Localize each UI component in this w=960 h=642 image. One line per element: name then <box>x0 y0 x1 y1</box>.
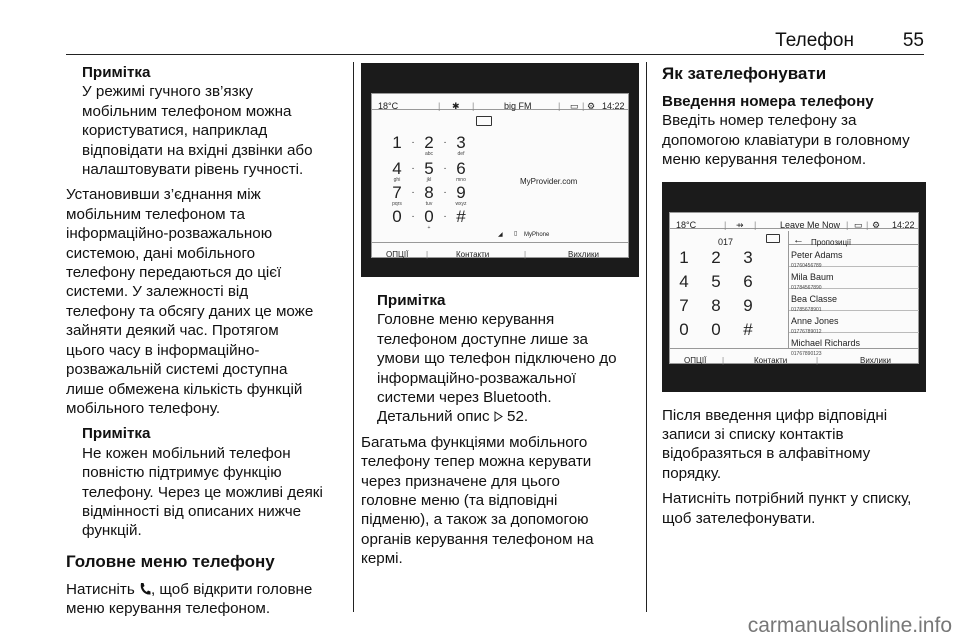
text-line: телефону тепер можна керувати <box>361 453 592 471</box>
note-speakerphone <box>66 63 346 179</box>
key-separator: · <box>411 137 415 148</box>
contact-name: Mila Baum <box>791 271 834 282</box>
suggestions-header <box>789 231 919 245</box>
contacts-button[interactable]: Контакти <box>754 355 788 365</box>
text-line: системою, дані мобільного <box>66 244 256 262</box>
clock: 14:22 <box>602 101 625 111</box>
subsection-heading: Введення номера телефону <box>662 93 874 110</box>
key-9[interactable]: 9 <box>456 183 466 202</box>
text-line: Установивши з’єднання між <box>66 186 261 204</box>
backspace-icon[interactable] <box>766 234 780 243</box>
provider-name: MyProvider.com <box>520 177 578 186</box>
key-sub-label: ghi <box>393 177 401 183</box>
key-2[interactable]: 2 <box>424 133 434 152</box>
key-6[interactable]: 6 <box>456 159 466 178</box>
suggestions-title: Пропозиції <box>811 237 852 247</box>
paragraph-suggestions <box>662 406 928 484</box>
separator: | <box>524 250 527 259</box>
text-line: органів керування телефоном на <box>361 530 594 548</box>
key-8[interactable]: 8 <box>424 183 434 202</box>
track-name: Leave Me Now <box>780 219 841 230</box>
text-line: щоб зателефонувати. <box>662 509 816 527</box>
separator: | <box>438 101 441 111</box>
paragraph-functions <box>361 433 639 569</box>
text-line: цього часу в інформаційно- <box>66 341 260 359</box>
screenshot-phone-main-menu <box>361 63 639 277</box>
key-sub-label: jkl <box>426 177 432 183</box>
page-number: 55 <box>902 30 924 51</box>
text-fragment: Детальний опис <box>377 408 490 426</box>
contact-name: Michael Richards <box>791 337 861 348</box>
key-7[interactable]: 7 <box>679 295 689 315</box>
phone-small-icon: ▯ <box>514 231 518 237</box>
text-line: через призначене для цього <box>361 472 561 490</box>
note-line: функцій. <box>82 522 142 540</box>
key-2[interactable]: 2 <box>711 247 721 267</box>
key-8[interactable]: 8 <box>711 295 721 315</box>
text-line: головне меню (та відповідні <box>361 492 558 510</box>
note-line: системи через Bluetooth. <box>377 389 552 407</box>
contacts-button[interactable]: Контакти <box>456 250 490 259</box>
separator: | <box>472 101 475 111</box>
header-title: Телефон <box>775 30 854 51</box>
separator: | <box>846 219 849 230</box>
paragraph-connection <box>66 185 346 418</box>
key-separator: · <box>443 187 447 198</box>
page-header <box>66 30 924 52</box>
key-sub-label: abc <box>424 151 434 157</box>
note-reference <box>377 407 639 426</box>
settings-dot-icon: ✱ <box>452 101 460 111</box>
text-line: системи. У залежності від <box>66 283 249 301</box>
calls-button[interactable]: Вихлики <box>568 250 599 259</box>
text-line: інформаційно-розважальною <box>66 225 273 243</box>
calls-button[interactable]: Вихлики <box>860 355 891 365</box>
note-line: телефоном доступне лише за <box>377 330 588 348</box>
key-separator: · <box>443 211 447 222</box>
key-4[interactable]: 4 <box>679 271 689 291</box>
contact-number: 01760456789 <box>791 262 822 269</box>
key-sub-label: mno <box>456 177 466 183</box>
text-line: записи зі списку контактів <box>662 426 844 444</box>
text-line: кермі. <box>361 550 403 568</box>
page-ref[interactable]: 52. <box>507 408 529 426</box>
key-5[interactable]: 5 <box>711 271 721 291</box>
key-4[interactable]: 4 <box>392 159 402 178</box>
text-fragment: Натисніть <box>66 580 135 598</box>
text-line: Натисніть потрібний пункт у списку, <box>662 490 912 508</box>
text-line: телефону передаються до цієї <box>66 264 282 282</box>
column-2 <box>361 63 639 575</box>
text-line: меню керування телефоном. <box>66 600 271 618</box>
station-name: big FM <box>504 101 532 111</box>
key-1[interactable]: 1 <box>392 133 402 152</box>
text-fragment: , щоб відкрити головне <box>150 580 313 598</box>
note-line: мобільним телефоном можна <box>82 102 292 120</box>
note-bluetooth <box>361 291 639 427</box>
text-line: зайняти деякий час. Протягом <box>66 322 279 340</box>
text-line: розважальній системі доступна <box>66 361 288 379</box>
key-5[interactable]: 5 <box>424 159 434 178</box>
key-sub-label: wxyz <box>455 201 467 207</box>
note-line: інформаційно-розважальної <box>377 369 576 387</box>
note-line: відмінності від описаних нижче <box>82 502 302 520</box>
watermark: carmanualsonline.info <box>747 614 952 637</box>
phone-icon <box>139 582 151 596</box>
separator: | <box>724 219 727 230</box>
text-line: Багатьма функціями мобільного <box>361 433 588 451</box>
key-3[interactable]: 3 <box>456 133 466 152</box>
temperature: 18°C <box>378 101 399 111</box>
note-line: умови що телефон підключено до <box>377 350 617 368</box>
usb-icon: ⇸ <box>736 219 744 230</box>
text-line: мобільним телефоном та <box>66 205 245 223</box>
key-sub-label: pqrs <box>392 201 402 207</box>
suggestions-panel <box>788 231 919 357</box>
text-line: порядку. <box>662 464 722 482</box>
bottom-menu <box>372 242 628 257</box>
separator: | <box>754 219 757 230</box>
text-line: відобразяться в алфавітному <box>662 445 871 463</box>
column-divider-2 <box>646 62 647 612</box>
text-line: підменю), а також за допомогою <box>361 511 589 529</box>
back-arrow-icon[interactable]: ← <box>793 233 804 246</box>
key-separator: · <box>411 187 415 198</box>
signal-icon: ◢ <box>498 232 503 238</box>
key-sub-label: + <box>427 225 431 231</box>
text-line: мобільного телефону. <box>66 399 221 417</box>
note-title: Примітка <box>82 425 151 443</box>
note-line: відповідати на вхідні дзвінки або <box>82 141 313 159</box>
note-title: Примітка <box>82 64 151 81</box>
key-0[interactable]: 0 <box>392 207 402 226</box>
separator: | <box>816 355 819 365</box>
contact-number: 01776789012 <box>791 328 822 335</box>
key-7[interactable]: 7 <box>392 183 402 202</box>
key-hash[interactable]: # <box>743 319 753 339</box>
key-sub-label: def <box>457 151 465 157</box>
text-line: лише обмежена кількість функцій <box>66 380 303 398</box>
phone-name: MyPhone <box>524 232 550 238</box>
key-0-plus[interactable]: 0 <box>711 319 721 339</box>
options-button[interactable]: ОПЦІЇ <box>386 250 409 259</box>
text-line: меню керування телефоном. <box>662 151 867 169</box>
separator: | <box>558 101 561 111</box>
header-rule <box>66 54 924 55</box>
text-line: Після введення цифр відповідні <box>662 406 888 424</box>
phone-suggestions-screen <box>669 212 919 364</box>
page-ref-arrow-icon <box>494 408 503 419</box>
gear-icon: ⚙ <box>587 101 596 111</box>
contact-number: 01785678901 <box>791 306 822 313</box>
text-line: Введіть номер телефону за <box>662 112 857 130</box>
key-9[interactable]: 9 <box>743 295 753 315</box>
key-separator: · <box>411 211 415 222</box>
separator: | <box>426 250 429 259</box>
paragraph-open-menu <box>66 580 346 619</box>
contact-number: 01784567890 <box>791 284 822 291</box>
column-divider-1 <box>353 62 354 612</box>
options-button[interactable]: ОПЦІЇ <box>684 355 707 365</box>
contact-name: Peter Adams <box>791 249 843 260</box>
clock: 14:22 <box>892 219 915 230</box>
key-separator: · <box>443 163 447 174</box>
entered-number: 017 <box>718 236 734 247</box>
contact-name: Anne Jones <box>791 315 839 326</box>
key-0[interactable]: 0 <box>679 319 689 339</box>
note-title: Примітка <box>377 292 446 309</box>
note-line: користуватися, наприклад <box>82 122 268 140</box>
note-line: Головне меню керування <box>377 311 555 329</box>
paragraph-enter-number <box>662 111 928 169</box>
temperature: 18°C <box>676 219 697 230</box>
contact-row[interactable] <box>789 289 919 311</box>
contact-row[interactable] <box>789 245 919 267</box>
status-bar <box>670 213 918 229</box>
text-line: допомогою клавіатури в головному <box>662 131 910 149</box>
bottom-menu <box>670 348 918 363</box>
screenshot-phone-suggestions <box>662 182 926 392</box>
text-line: телефону та обсягу даних це може <box>66 302 314 320</box>
section-heading: Як зателефонувати <box>662 64 827 83</box>
note-line: У режимі гучного зв’язку <box>82 83 254 101</box>
phone-main-menu-screen <box>371 93 629 258</box>
key-1[interactable]: 1 <box>679 247 689 267</box>
note-compatibility <box>66 424 346 540</box>
key-separator: · <box>443 137 447 148</box>
screen-icon: ▭ <box>854 219 863 230</box>
key-sub-label: tuv <box>425 201 433 207</box>
note-line: телефону. Через це можливі деякі <box>82 483 323 501</box>
backspace-icon[interactable] <box>476 116 492 126</box>
contact-name: Bea Classe <box>791 293 838 304</box>
separator: | <box>866 219 869 230</box>
separator: | <box>582 101 585 111</box>
contact-row[interactable] <box>789 267 919 289</box>
status-bar <box>372 94 628 110</box>
key-6[interactable]: 6 <box>743 271 753 291</box>
key-3[interactable]: 3 <box>743 247 753 267</box>
column-3 <box>662 63 928 534</box>
separator: | <box>722 355 725 365</box>
note-line: повністю підтримує функцію <box>82 464 282 482</box>
key-hash[interactable]: # <box>456 207 466 226</box>
key-0-plus[interactable]: 0 <box>424 207 434 226</box>
gear-icon: ⚙ <box>872 219 881 230</box>
key-separator: · <box>411 163 415 174</box>
contact-row[interactable] <box>789 311 919 333</box>
note-line: Не кожен мобільний телефон <box>82 444 291 462</box>
column-1 <box>66 63 346 625</box>
section-heading: Головне меню телефону <box>66 551 275 571</box>
paragraph-select-entry <box>662 489 928 528</box>
note-line: налаштовувати рівень гучності. <box>82 161 304 179</box>
screen-icon: ▭ <box>570 101 579 111</box>
contact-number: 01767890123 <box>791 350 822 357</box>
